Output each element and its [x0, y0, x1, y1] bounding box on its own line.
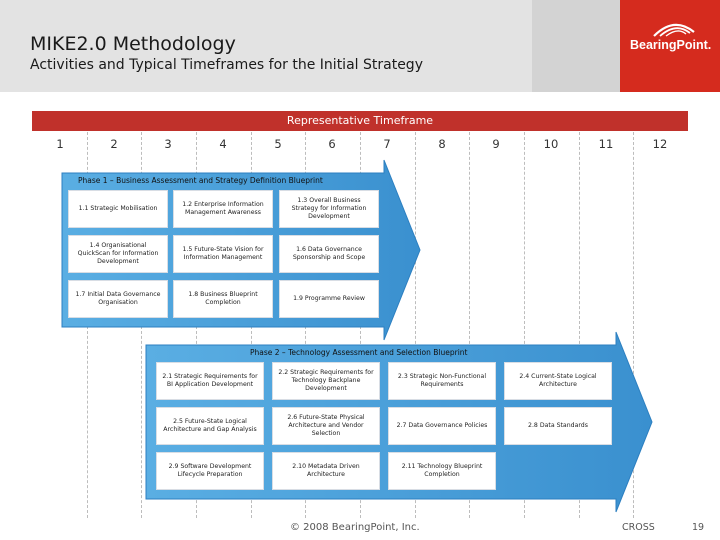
timeline-number: 2	[110, 137, 118, 151]
activity-2-3: 2.3 Strategic Non-Functional Requirements	[388, 362, 496, 400]
activity-2-5: 2.5 Future-State Logical Architecture and Gap Analysis	[156, 407, 264, 445]
activity-1-2: 1.2 Enterprise Information Management Awareness	[173, 190, 273, 228]
page-number: 19	[692, 522, 705, 533]
activity-1-3: 1.3 Overall Business Strategy for Information Development	[279, 190, 379, 228]
activity-2-6: 2.6 Future-State Physical Architecture and Vendor Selection	[272, 407, 380, 445]
timeline-number: 10	[543, 137, 559, 151]
activity-2-11: 2.11 Technology Blueprint Completion	[388, 452, 496, 490]
activity-2-9: 2.9 Software Development Lifecycle Preparation	[156, 452, 264, 490]
timeline-bar: Representative Timeframe	[32, 111, 688, 131]
timeline-number: 1	[56, 137, 64, 151]
page-title: MIKE2.0 Methodology	[30, 33, 236, 55]
timeline-number: 3	[164, 137, 172, 151]
activity-1-9: 1.9 Programme Review	[279, 280, 379, 318]
activity-1-5: 1.5 Future-State Vision for Information Management	[173, 235, 273, 273]
activity-2-7: 2.7 Data Governance Policies	[388, 407, 496, 445]
timeline-number: 7	[383, 137, 391, 151]
activity-2-10: 2.10 Metadata Driven Architecture	[272, 452, 380, 490]
activity-1-8: 1.8 Business Blueprint Completion	[173, 280, 273, 318]
activity-1-7: 1.7 Initial Data Governance Organisation	[68, 280, 168, 318]
timeline-number: 6	[328, 137, 336, 151]
activity-2-8: 2.8 Data Standards	[504, 407, 612, 445]
phase1-title: Phase 1 – Business Assessment and Strategy Definition Blueprint	[78, 176, 323, 185]
timeline-number: 5	[274, 137, 282, 151]
timeline-number: 4	[219, 137, 227, 151]
activity-2-4: 2.4 Current-State Logical Architecture	[504, 362, 612, 400]
timeline-number: 11	[598, 137, 614, 151]
logo-text: BearingPoint.	[630, 38, 712, 52]
timeline-number: 12	[652, 137, 668, 151]
activity-1-1: 1.1 Strategic Mobilisation	[68, 190, 168, 228]
copyright: © 2008 BearingPoint, Inc.	[290, 522, 420, 533]
timeline-number: 9	[492, 137, 500, 151]
footer-label: CROSS	[622, 522, 655, 533]
activity-2-1: 2.1 Strategic Requirements for BI Application Development	[156, 362, 264, 400]
activity-1-6: 1.6 Data Governance Sponsorship and Scope	[279, 235, 379, 273]
page-subtitle: Activities and Typical Timeframes for the Initial Strategy	[30, 57, 423, 73]
activity-1-4: 1.4 Organisational QuickScan for Information Development	[68, 235, 168, 273]
activity-2-2: 2.2 Strategic Requirements for Technology Backplane Development	[272, 362, 380, 400]
phase2-title: Phase 2 – Technology Assessment and Selection Blueprint	[250, 348, 468, 357]
timeline-number: 8	[438, 137, 446, 151]
